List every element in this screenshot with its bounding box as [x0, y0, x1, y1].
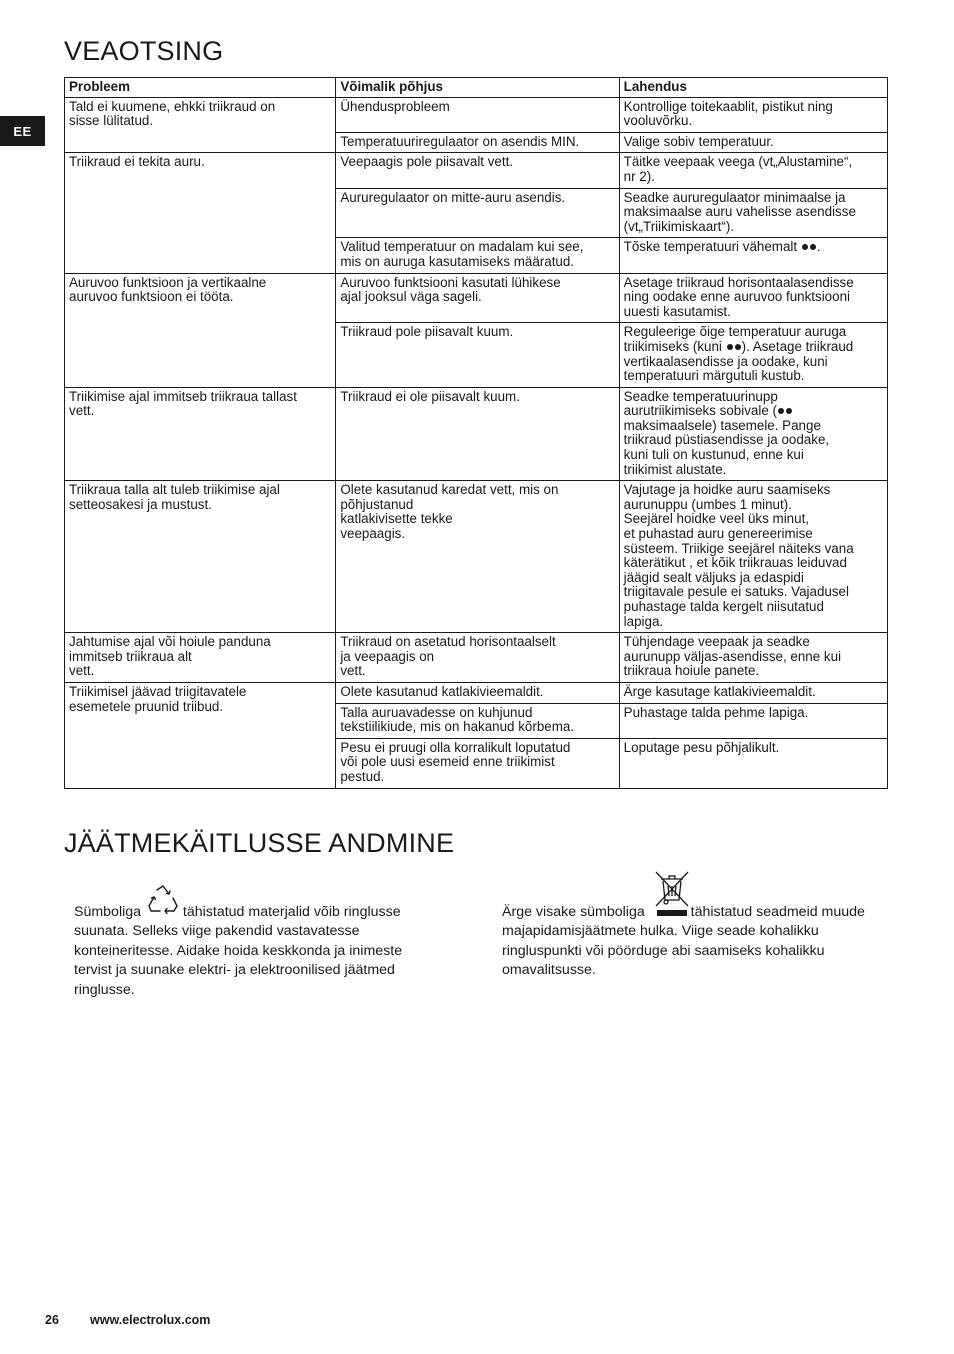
language-tab: EE	[0, 116, 45, 146]
table-row	[65, 273, 888, 323]
problem-cell: Tald ei kuumene, ehkki triikraud on sisse lülitatud.	[65, 97, 336, 153]
section-title-disposal: JÄÄTMEKÄITLUSSE ANDMINE	[64, 828, 455, 858]
solution-cell: Valige sobiv temperatuur.	[619, 132, 887, 153]
solution-cell: Seadke aururegulaator minimaalse ja maksimaalse auru vahelisse asendisse (vt„Triikimiskaart“).	[619, 188, 887, 238]
solution-cell	[619, 323, 887, 387]
solution-text-end: .	[816, 239, 821, 255]
header-cause: Võimalik põhjus	[336, 78, 619, 98]
recycling-text-start: Sümboliga	[74, 904, 145, 920]
website-url: www.electrolux.com	[90, 1313, 211, 1327]
cause-cell: Triikraud on asetatud horisontaalselt ja veepaagis on vett.	[336, 633, 619, 683]
cause-cell: Talla auruavadesse on kuhjunud tekstiilikiude, mis on hakanud kõrbema.	[336, 703, 619, 738]
solution-cell: Kontrollige toitekaablit, pistikut ning vooluvõrku.	[619, 97, 887, 132]
weee-text-end: tähistatud seadmeid muude majapidamisjäätmete hulka. Viige seade kohalikku ringluspunkti või pöörduge abi saamiseks kohalikku omavalitsusse.	[502, 904, 865, 979]
cause-cell: Aururegulaator on mitte-auru asendis.	[336, 188, 619, 238]
cause-cell: Olete kasutanud katlakivieemaldit.	[336, 682, 619, 703]
page-number: 26	[45, 1313, 59, 1327]
two-dot-temperature-icon	[801, 239, 817, 254]
weee-text-start: Ärge visake sümboliga	[502, 904, 649, 920]
recycling-paragraph	[74, 903, 434, 1000]
solution-cell: Loputage pesu põhjalikult.	[619, 738, 887, 788]
cause-cell: Olete kasutanud karedat vett, mis on põhjustanud katlakivisette tekke veepaagis.	[336, 481, 619, 633]
problem-cell: Auruvoo funktsioon ja vertikaalne auruvoo funktsioon ei tööta.	[65, 273, 336, 387]
cause-cell: Ühendusprobleem	[336, 97, 619, 132]
solution-cell: Ärge kasutage katlakivieemaldit.	[619, 682, 887, 703]
table-row	[65, 387, 888, 481]
solution-cell: Tühjendage veepaak ja seadke aurunupp väljas-asendisse, enne kui triikraua hoiule panete.	[619, 633, 887, 683]
table-row	[65, 682, 888, 703]
solution-cell	[619, 238, 887, 273]
solution-text: Seadke temperatuurinupp aurutriikimiseks sobivale (	[623, 388, 778, 419]
solution-text-end: ). Asetage triikraud vertikaalasendisse ja oodake, kuni temperatuuri märgutuli kustub.	[623, 338, 854, 384]
solution-text: Tõske temperatuuri vähemalt	[623, 239, 801, 255]
table-row	[65, 153, 888, 188]
solution-cell: Täitke veepaak veega (vt„Alustamine“, nr 2).	[619, 153, 887, 188]
problem-cell: Triikimise ajal immitseb triikraua tallast vett.	[65, 387, 336, 481]
solution-cell	[619, 387, 887, 481]
table-row	[65, 633, 888, 683]
problem-cell: Triikraud ei tekita auru.	[65, 153, 336, 273]
cause-cell: Temperatuuriregulaator on asendis MIN.	[336, 132, 619, 153]
solution-text: Reguleerige õige temperatuur auruga triikimiseks (kuni	[623, 324, 847, 354]
header-problem: Probleem	[65, 78, 336, 98]
cause-cell: Triikraud pole piisavalt kuum.	[336, 323, 619, 387]
table-header-row	[65, 78, 888, 98]
table-row	[65, 481, 888, 633]
cause-cell: Veepaagis pole piisavalt vett.	[336, 153, 619, 188]
troubleshooting-table	[64, 77, 888, 789]
solution-cell: Asetage triikraud horisontaalasendisse ning oodake enne auruvoo funktsiooni uuesti kasutamist.	[619, 273, 887, 323]
cause-cell: Valitud temperatuur on madalam kui see, mis on auruga kasutamiseks määratud.	[336, 238, 619, 273]
solution-text-end: maksimaalsele) tasemele. Pange triikraud püstiasendisse ja oodake, kuni tuli on kustunud, enne kui triikimist alustate.	[623, 417, 830, 477]
header-solution: Lahendus	[619, 78, 887, 98]
problem-cell: Triikraua talla alt tuleb triikimise ajal setteosakesi ja mustust.	[65, 481, 336, 633]
cause-cell: Triikraud ei ole piisavalt kuum.	[336, 387, 619, 481]
two-dot-temperature-icon	[726, 339, 742, 354]
problem-cell: Jahtumise ajal või hoiule panduna immitseb triikraua alt vett.	[65, 633, 336, 683]
problem-cell: Triikimisel jäävad triigitavatele esemetele pruunid triibud.	[65, 682, 336, 788]
table-row	[65, 97, 888, 132]
two-dot-temperature-icon	[777, 403, 793, 418]
solution-cell: Vajutage ja hoidke auru saamiseks aurunuppu (umbes 1 minut). Seejärel hoidke veel üks minut, et puhastad auru genereerimise süsteem. Triikige seejärel näiteks vana käterätikut , et kõik triikrauas leiduvad jäägid sealt väljuks ja edaspidi triigitavale pesule ei satuks. Vajadusel puhastage talda kergelt niisutatud lapiga.	[619, 481, 887, 633]
section-title-troubleshooting: VEAOTSING	[64, 36, 224, 66]
cause-cell: Pesu ei pruugi olla korralikult loputatud või pole uusi esemeid enne triikimist pestud.	[336, 738, 619, 788]
solution-cell: Puhastage talda pehme lapiga.	[619, 703, 887, 738]
recycling-text-end: tähistatud materjalid võib ringlusse suunata. Selleks viige pakendid vastavatesse konteineritesse. Aidake hoida keskkonda ja inimeste tervist ja suunake elektri- ja elektroonilised jäätmed ringlusse.	[74, 904, 403, 998]
weee-paragraph	[502, 903, 892, 981]
cause-cell: Auruvoo funktsiooni kasutati lühikese ajal jooksul väga sageli.	[336, 273, 619, 323]
